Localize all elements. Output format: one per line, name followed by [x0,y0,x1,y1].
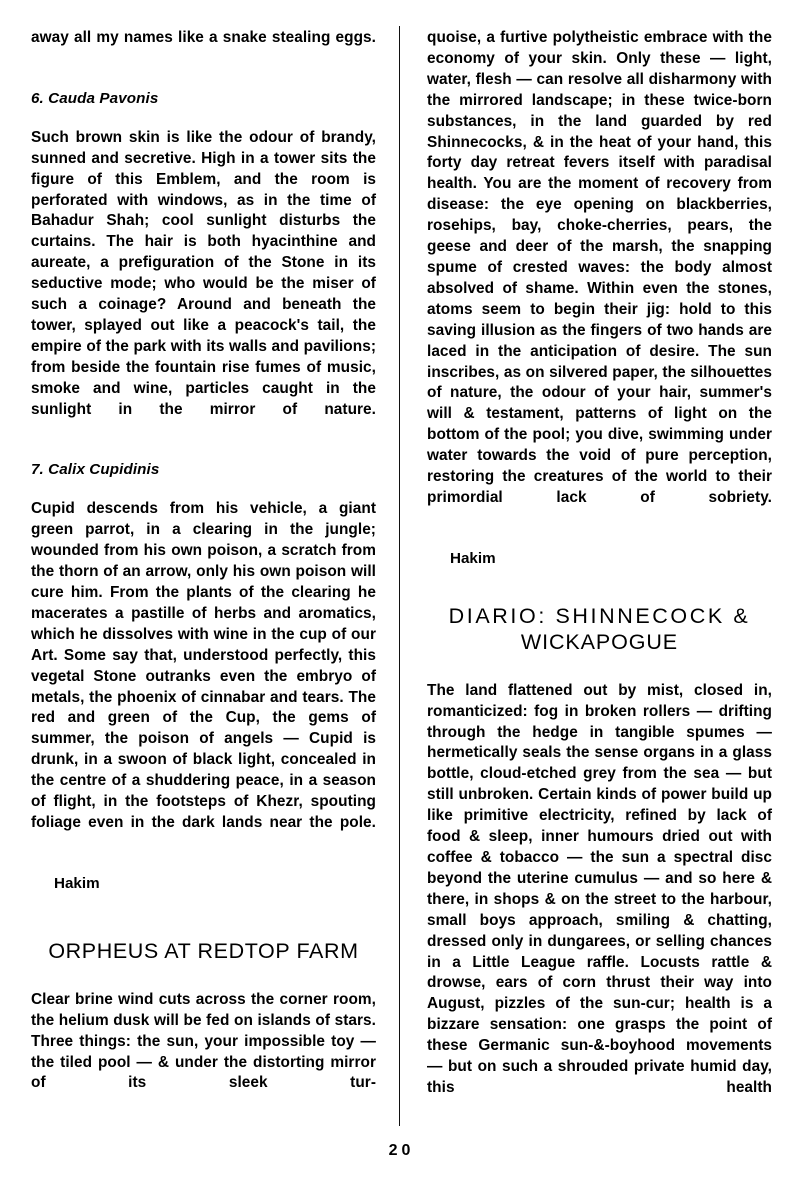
left-column [31,28,376,1123]
spacer [31,70,376,89]
left-continued-paragraph: away all my names like a snake stealing eggs. [31,29,376,46]
section-heading-cauda-pavonis: 6. Cauda Pavonis [31,89,159,107]
section-7-body: Cupid descends from his vehicle, a giant green parrot, in a clearing in the jungle; wounded from his own poison, a scratch from the thorn of an arrow, only his own poison will cure him. From the plants of the clearing he macerates a pastille of herbs and aromatics, which he dissolves with wine in the cup of our Art. Some say that, understood perfectly, this vegetal Stone outranks even the embryo of metals, the phoenix of cinnabar and tears. The red and green of the Cup, the gems of summer, the poison of angels — Cupid is drunk, in a swoon of black light, concealed in the centre of a shuddering peace, in a season of flight, in the footsteps of Khezr, spouting foliage even in the dark lands near the pole. [31,500,376,831]
poem-title-orpheus-at-redtop-farm: ORPHEUS AT REDTOP FARM [48,938,359,963]
spacer [31,480,376,499]
spacer [427,530,772,549]
spacer [31,441,376,460]
spacer [31,109,376,128]
left-signature-hakim: Hakim [54,874,100,892]
diario-title-line-2: WICKAPOGUE [520,629,679,654]
diario-body: The land flattened out by mist, closed in, romanticized: fog in broken rollers — drifting through the hedge in tangible spumes — hermetically seals the sense organs in a glass bottle, cloud-etched grey from the sea — but still unbroken. Certain kinds of power build up like primitive electricity, refined by lack of food & sleep, inner humours dried out with coffee & tobacco — the sun a spectral disc beyond the uterine cumulus — and so here & there, in shops & on the street to the harbour, small boys approach, smiling & chatting, dressed only in dungarees, or selling chances in a Little League raffle. Locusts rattle & drowse, ears of corn thrust their way into August, pizzles of the sun-cur; health is a bizzare sensation: one grasps the point of these Germanic sun-&-boyhood movements — but on such a shrouded private humid day, this health [427,681,772,1096]
right-continued-paragraph: quoise, a furtive polytheistic embrace with the economy of your skin. Only these — light, water, flesh — can resolve all disharmony with the mirrored landscape; in these twice-born substances, in the land guarded by red Shinnecocks, & in the heat of your hand, this forty day retreat fevers itself with paradisal health. You are the moment of recovery from disease: the eye opening on blackberries, rosehips, bay, choke-cherries, pears, the geese and deer of the marsh, the snapping spume of crested waves: the body almost absolved of shame. Within even the stones, atoms seem to begin their jig: hold to this saving illusion as the fingers of two hands are laced in the anticipation of desire. The sun inscribes, as on silvered paper, the silhouettes of nature, the odour of your hair, summer's will & testament, patterns of light on the bottom of the pool; you dive, swimming under water towards the void of pure perception, restoring the creatures of the world to their primordial lack of sobriety. [427,29,772,506]
spacer [427,569,772,603]
section-heading-calix-cupidinis: 7. Calix Cupidinis [31,461,160,479]
poem-body-orpheus: Clear brine wind cuts across the corner room, the helium dusk will be fed on islands of stars. Three things: the sun, your impossible toy — the tiled pool — & under the distorting mirror of its sleek tur- [31,990,376,1092]
section-6-body: Such brown skin is like the odour of brandy, sunned and secretive. High in a tower sits the figure of this Emblem, and the room is perforated with windows, as in the time of Bahadur Shah; cool sunlight disturbs the curtains. The hair is both hyacinthine and aureate, a prefiguration of the Stone in its seductive mode; who would be the miser of such a coinage? Around and beneath the tower, splayed out like a peacock's tail, the empire of the park with its walls and pavilions; from beside the fountain rise fumes of music, smoke and wine, particles caught in the sunlight in the mirror of nature. [31,128,376,418]
spacer [31,894,376,938]
right-column [427,28,772,1123]
right-signature-hakim: Hakim [450,549,496,567]
spacer [31,964,376,990]
diario-title-line-1: DIARIO: SHINNECOCK & [448,603,751,628]
page-number: 20 [388,1142,415,1159]
two-column-text-body [31,28,772,1123]
spacer [427,655,772,681]
spacer [31,855,376,874]
